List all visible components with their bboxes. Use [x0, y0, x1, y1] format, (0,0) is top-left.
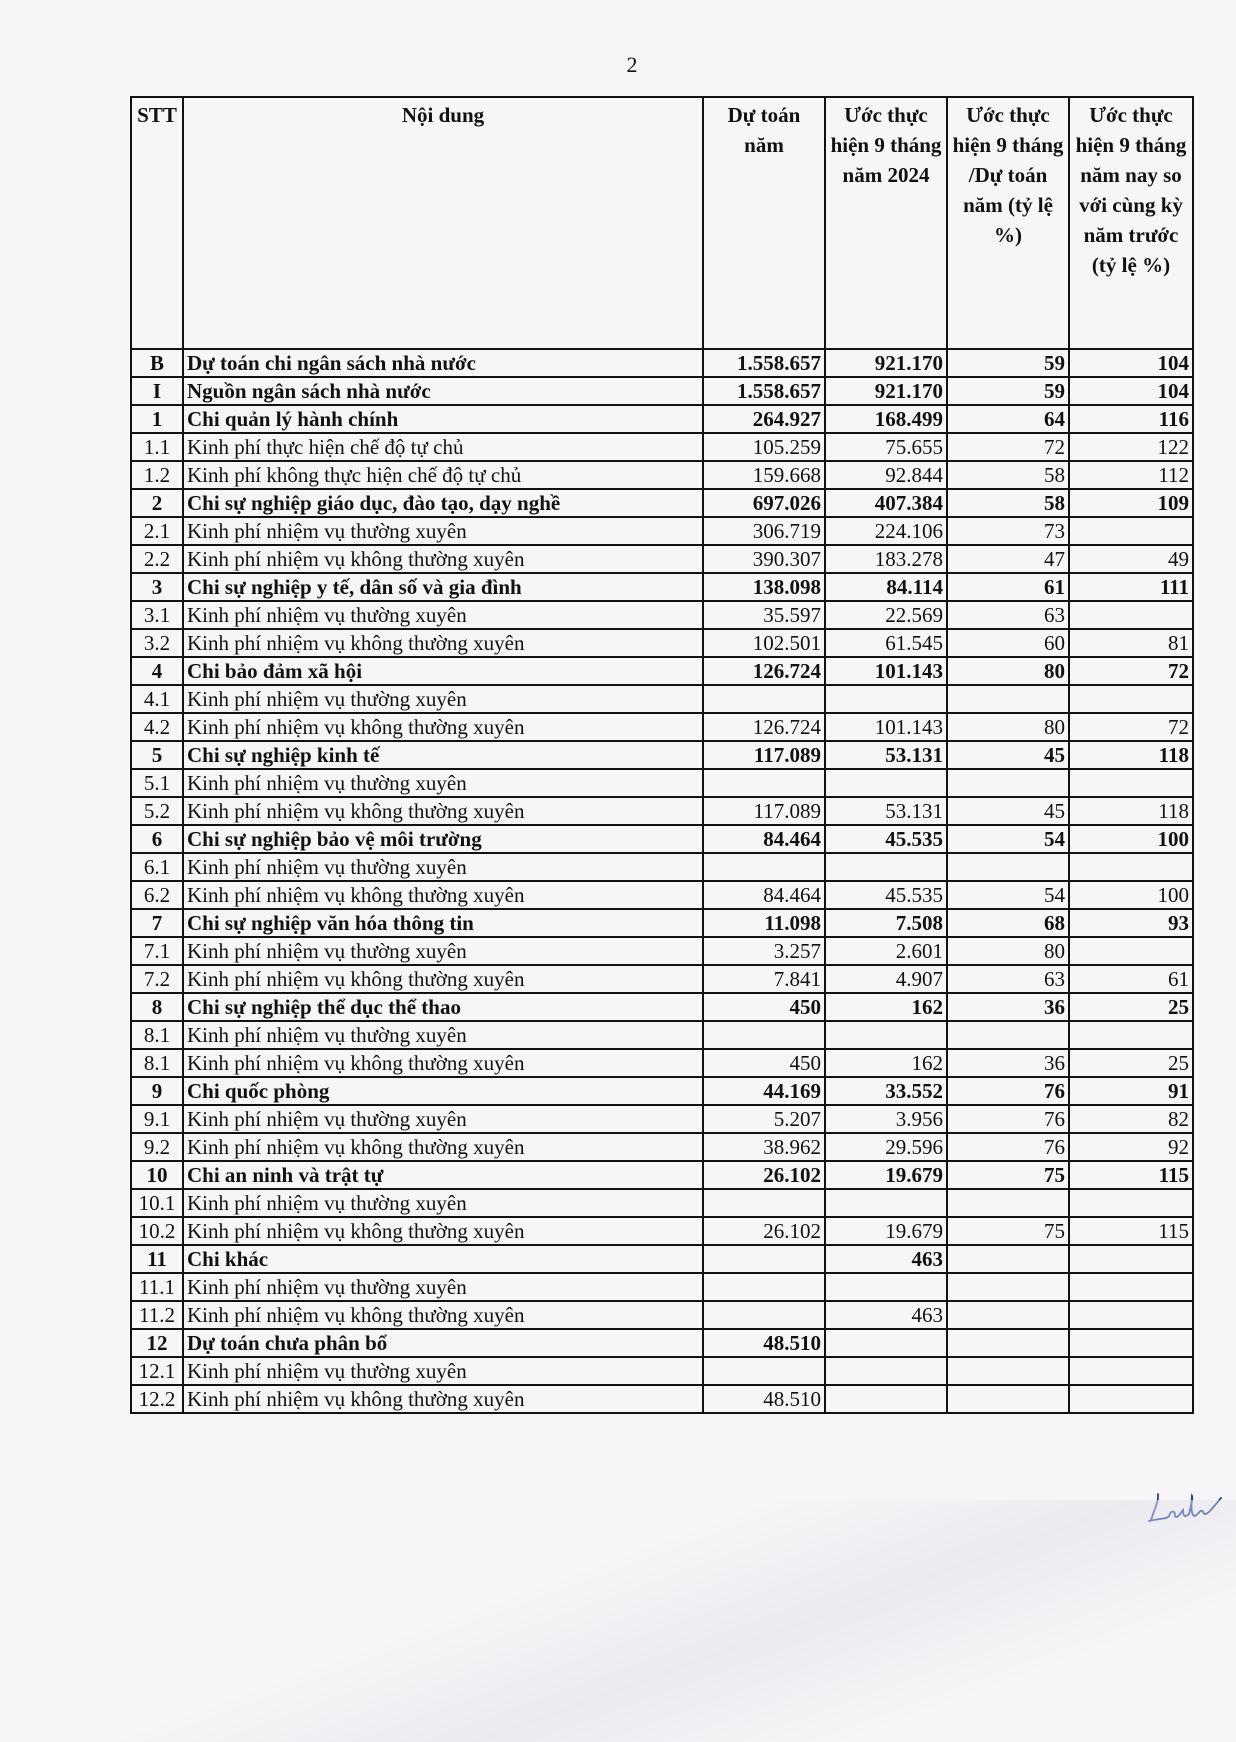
cell-stt: 10.2	[131, 1217, 183, 1245]
cell-ratio-plan: 59	[947, 377, 1069, 405]
cell-plan: 306.719	[703, 517, 825, 545]
header-plan: Dự toán năm	[703, 97, 825, 349]
signature-stroke	[1149, 1494, 1221, 1521]
cell-ratio-plan	[947, 769, 1069, 797]
cell-ratio-plan: 76	[947, 1105, 1069, 1133]
cell-ratio-plan: 54	[947, 881, 1069, 909]
cell-stt: B	[131, 349, 183, 377]
cell-estimate: 4.907	[825, 965, 947, 993]
cell-plan: 105.259	[703, 433, 825, 461]
cell-ratio-yoy: 100	[1069, 881, 1193, 909]
cell-content: Kinh phí nhiệm vụ thường xuyên	[183, 1189, 703, 1217]
cell-content: Chi sự nghiệp bảo vệ môi trường	[183, 825, 703, 853]
cell-content: Kinh phí nhiệm vụ thường xuyên	[183, 853, 703, 881]
cell-estimate: 84.114	[825, 573, 947, 601]
cell-ratio-plan: 45	[947, 741, 1069, 769]
cell-ratio-yoy	[1069, 1301, 1193, 1329]
table-row-group	[131, 909, 1193, 937]
table-row	[131, 713, 1193, 741]
cell-content: Kinh phí nhiệm vụ thường xuyên	[183, 937, 703, 965]
budget-table	[130, 96, 1194, 1414]
cell-ratio-plan: 58	[947, 489, 1069, 517]
cell-ratio-yoy	[1069, 1021, 1193, 1049]
cell-content: Kinh phí nhiệm vụ không thường xuyên	[183, 629, 703, 657]
cell-plan	[703, 853, 825, 881]
table-row	[131, 1273, 1193, 1301]
cell-plan	[703, 1245, 825, 1273]
cell-plan	[703, 769, 825, 797]
cell-stt: 3.2	[131, 629, 183, 657]
cell-content: Chi sự nghiệp y tế, dân số và gia đình	[183, 573, 703, 601]
cell-stt: 9.1	[131, 1105, 183, 1133]
cell-estimate	[825, 769, 947, 797]
cell-estimate: 162	[825, 993, 947, 1021]
cell-stt: 5	[131, 741, 183, 769]
cell-content: Kinh phí nhiệm vụ không thường xuyên	[183, 1217, 703, 1245]
cell-content: Chi an ninh và trật tự	[183, 1161, 703, 1189]
cell-estimate	[825, 853, 947, 881]
cell-plan: 138.098	[703, 573, 825, 601]
cell-ratio-yoy: 81	[1069, 629, 1193, 657]
cell-estimate: 463	[825, 1245, 947, 1273]
cell-plan	[703, 1021, 825, 1049]
cell-estimate: 101.143	[825, 657, 947, 685]
cell-ratio-plan: 61	[947, 573, 1069, 601]
table-row	[131, 629, 1193, 657]
cell-content: Dự toán chi ngân sách nhà nước	[183, 349, 703, 377]
cell-plan	[703, 685, 825, 713]
table-row	[131, 517, 1193, 545]
table-row-group	[131, 1245, 1193, 1273]
cell-estimate	[825, 685, 947, 713]
cell-plan: 7.841	[703, 965, 825, 993]
cell-estimate: 92.844	[825, 461, 947, 489]
cell-plan: 35.597	[703, 601, 825, 629]
table-row	[131, 769, 1193, 797]
cell-content: Kinh phí nhiệm vụ thường xuyên	[183, 601, 703, 629]
table-row	[131, 1105, 1193, 1133]
table-row	[131, 1049, 1193, 1077]
scan-shadow	[0, 1500, 1236, 1742]
cell-content: Kinh phí nhiệm vụ không thường xuyên	[183, 1301, 703, 1329]
cell-stt: 8.1	[131, 1021, 183, 1049]
cell-content: Kinh phí nhiệm vụ không thường xuyên	[183, 1385, 703, 1413]
cell-ratio-yoy: 49	[1069, 545, 1193, 573]
cell-plan	[703, 1189, 825, 1217]
table-row-group	[131, 1329, 1193, 1357]
cell-ratio-yoy: 93	[1069, 909, 1193, 937]
cell-estimate: 19.679	[825, 1217, 947, 1245]
cell-estimate	[825, 1189, 947, 1217]
cell-content: Kinh phí nhiệm vụ không thường xuyên	[183, 1133, 703, 1161]
cell-ratio-yoy: 72	[1069, 713, 1193, 741]
cell-stt: 1	[131, 405, 183, 433]
cell-ratio-yoy	[1069, 1329, 1193, 1357]
cell-stt: 12.1	[131, 1357, 183, 1385]
cell-ratio-plan: 80	[947, 713, 1069, 741]
cell-ratio-plan	[947, 1385, 1069, 1413]
cell-ratio-yoy	[1069, 853, 1193, 881]
cell-content: Kinh phí nhiệm vụ thường xuyên	[183, 1021, 703, 1049]
cell-estimate: 61.545	[825, 629, 947, 657]
cell-content: Chi sự nghiệp văn hóa thông tin	[183, 909, 703, 937]
table-row	[131, 601, 1193, 629]
table-row-group	[131, 657, 1193, 685]
cell-ratio-plan	[947, 1189, 1069, 1217]
cell-estimate	[825, 1021, 947, 1049]
cell-stt: 5.1	[131, 769, 183, 797]
header-ratio-plan: Ước thực hiện 9 tháng /Dự toán năm (tỷ lệ %)	[947, 97, 1069, 349]
cell-ratio-yoy: 118	[1069, 797, 1193, 825]
cell-estimate: 45.535	[825, 825, 947, 853]
cell-ratio-plan: 80	[947, 657, 1069, 685]
cell-ratio-plan	[947, 685, 1069, 713]
cell-ratio-yoy: 112	[1069, 461, 1193, 489]
cell-stt: 2.1	[131, 517, 183, 545]
cell-content: Kinh phí nhiệm vụ không thường xuyên	[183, 713, 703, 741]
cell-content: Kinh phí nhiệm vụ thường xuyên	[183, 769, 703, 797]
cell-stt: 4	[131, 657, 183, 685]
cell-ratio-yoy: 104	[1069, 377, 1193, 405]
table-row-group	[131, 489, 1193, 517]
cell-content: Kinh phí nhiệm vụ thường xuyên	[183, 1105, 703, 1133]
cell-content: Kinh phí không thực hiện chế độ tự chủ	[183, 461, 703, 489]
cell-ratio-plan: 80	[947, 937, 1069, 965]
cell-ratio-plan: 36	[947, 993, 1069, 1021]
cell-plan: 126.724	[703, 713, 825, 741]
cell-content: Chi quản lý hành chính	[183, 405, 703, 433]
cell-ratio-yoy	[1069, 1357, 1193, 1385]
cell-content: Chi sự nghiệp kinh tế	[183, 741, 703, 769]
cell-estimate: 19.679	[825, 1161, 947, 1189]
cell-ratio-yoy: 91	[1069, 1077, 1193, 1105]
table-row	[131, 853, 1193, 881]
cell-ratio-yoy: 116	[1069, 405, 1193, 433]
cell-ratio-yoy: 72	[1069, 657, 1193, 685]
cell-stt: 4.1	[131, 685, 183, 713]
cell-plan: 117.089	[703, 797, 825, 825]
cell-stt: 8.1	[131, 1049, 183, 1077]
cell-content: Kinh phí nhiệm vụ không thường xuyên	[183, 1049, 703, 1077]
cell-estimate: 224.106	[825, 517, 947, 545]
cell-content: Dự toán chưa phân bổ	[183, 1329, 703, 1357]
cell-ratio-plan: 76	[947, 1133, 1069, 1161]
header-estimate: Ước thực hiện 9 tháng năm 2024	[825, 97, 947, 349]
cell-ratio-yoy: 100	[1069, 825, 1193, 853]
cell-ratio-plan	[947, 1245, 1069, 1273]
cell-estimate: 75.655	[825, 433, 947, 461]
cell-ratio-yoy: 25	[1069, 993, 1193, 1021]
table-row-group	[131, 1161, 1193, 1189]
cell-ratio-plan: 63	[947, 601, 1069, 629]
cell-content: Kinh phí nhiệm vụ thường xuyên	[183, 685, 703, 713]
table-row-group	[131, 825, 1193, 853]
cell-ratio-yoy: 104	[1069, 349, 1193, 377]
cell-ratio-plan: 75	[947, 1217, 1069, 1245]
page-number: 2	[626, 52, 638, 77]
cell-ratio-yoy	[1069, 685, 1193, 713]
table-row	[131, 1217, 1193, 1245]
table-row	[131, 1301, 1193, 1329]
table-row-group	[131, 349, 1193, 377]
cell-estimate: 463	[825, 1301, 947, 1329]
table-row	[131, 1133, 1193, 1161]
cell-estimate: 183.278	[825, 545, 947, 573]
cell-ratio-yoy	[1069, 1189, 1193, 1217]
cell-ratio-yoy	[1069, 517, 1193, 545]
table-row	[131, 433, 1193, 461]
cell-ratio-plan	[947, 1021, 1069, 1049]
cell-ratio-plan	[947, 1301, 1069, 1329]
cell-ratio-yoy	[1069, 1385, 1193, 1413]
cell-stt: 12	[131, 1329, 183, 1357]
cell-plan: 450	[703, 993, 825, 1021]
cell-ratio-plan: 58	[947, 461, 1069, 489]
cell-ratio-yoy: 122	[1069, 433, 1193, 461]
table-row	[131, 1021, 1193, 1049]
cell-ratio-plan: 47	[947, 545, 1069, 573]
cell-plan: 48.510	[703, 1329, 825, 1357]
cell-plan: 126.724	[703, 657, 825, 685]
cell-plan: 26.102	[703, 1161, 825, 1189]
cell-plan	[703, 1357, 825, 1385]
cell-ratio-plan	[947, 1357, 1069, 1385]
cell-estimate: 29.596	[825, 1133, 947, 1161]
cell-ratio-yoy: 82	[1069, 1105, 1193, 1133]
table-row-group	[131, 405, 1193, 433]
cell-ratio-plan: 73	[947, 517, 1069, 545]
cell-estimate: 45.535	[825, 881, 947, 909]
cell-stt: 10.1	[131, 1189, 183, 1217]
cell-estimate	[825, 1385, 947, 1413]
cell-ratio-yoy	[1069, 1273, 1193, 1301]
cell-plan: 1.558.657	[703, 349, 825, 377]
cell-plan: 26.102	[703, 1217, 825, 1245]
cell-estimate: 53.131	[825, 741, 947, 769]
cell-estimate: 22.569	[825, 601, 947, 629]
cell-content: Kinh phí nhiệm vụ không thường xuyên	[183, 881, 703, 909]
cell-plan: 159.668	[703, 461, 825, 489]
cell-estimate: 3.956	[825, 1105, 947, 1133]
cell-stt: 7.2	[131, 965, 183, 993]
cell-estimate: 2.601	[825, 937, 947, 965]
cell-stt: 11.2	[131, 1301, 183, 1329]
cell-plan: 48.510	[703, 1385, 825, 1413]
cell-estimate: 7.508	[825, 909, 947, 937]
cell-stt: 8	[131, 993, 183, 1021]
cell-ratio-plan: 63	[947, 965, 1069, 993]
cell-ratio-plan: 36	[947, 1049, 1069, 1077]
cell-content: Kinh phí nhiệm vụ thường xuyên	[183, 517, 703, 545]
cell-ratio-plan: 59	[947, 349, 1069, 377]
cell-stt: 3.1	[131, 601, 183, 629]
cell-estimate: 168.499	[825, 405, 947, 433]
cell-content: Kinh phí nhiệm vụ không thường xuyên	[183, 965, 703, 993]
cell-plan: 390.307	[703, 545, 825, 573]
cell-estimate: 162	[825, 1049, 947, 1077]
cell-ratio-yoy: 111	[1069, 573, 1193, 601]
cell-content: Kinh phí nhiệm vụ không thường xuyên	[183, 545, 703, 573]
cell-content: Kinh phí nhiệm vụ thường xuyên	[183, 1357, 703, 1385]
cell-ratio-yoy: 109	[1069, 489, 1193, 517]
cell-content: Chi bảo đảm xã hội	[183, 657, 703, 685]
header-ratio-yoy: Ước thực hiện 9 tháng năm nay so với cùng kỳ năm trước (tỷ lệ %)	[1069, 97, 1193, 349]
table-row-group	[131, 993, 1193, 1021]
cell-ratio-yoy: 115	[1069, 1161, 1193, 1189]
cell-ratio-plan	[947, 1273, 1069, 1301]
cell-stt: 10	[131, 1161, 183, 1189]
cell-stt: 6	[131, 825, 183, 853]
cell-plan: 84.464	[703, 825, 825, 853]
table-row	[131, 1357, 1193, 1385]
cell-plan	[703, 1301, 825, 1329]
cell-plan: 44.169	[703, 1077, 825, 1105]
cell-stt: 12.2	[131, 1385, 183, 1413]
cell-ratio-plan: 60	[947, 629, 1069, 657]
cell-content: Chi quốc phòng	[183, 1077, 703, 1105]
table-row-group	[131, 1077, 1193, 1105]
cell-stt: 4.2	[131, 713, 183, 741]
cell-ratio-yoy	[1069, 601, 1193, 629]
cell-stt: 11.1	[131, 1273, 183, 1301]
cell-estimate: 53.131	[825, 797, 947, 825]
signature-icon	[1145, 1488, 1225, 1528]
table-row	[131, 965, 1193, 993]
table-row	[131, 685, 1193, 713]
cell-plan: 38.962	[703, 1133, 825, 1161]
cell-ratio-plan	[947, 853, 1069, 881]
cell-content: Chi sự nghiệp giáo dục, đào tạo, dạy nghề	[183, 489, 703, 517]
cell-stt: 1.2	[131, 461, 183, 489]
cell-ratio-plan: 64	[947, 405, 1069, 433]
table-row-group	[131, 377, 1193, 405]
cell-estimate: 407.384	[825, 489, 947, 517]
cell-content: Chi khác	[183, 1245, 703, 1273]
cell-stt: 5.2	[131, 797, 183, 825]
cell-stt: 9	[131, 1077, 183, 1105]
table-header-row	[131, 97, 1193, 349]
table-row-group	[131, 573, 1193, 601]
table-row	[131, 1189, 1193, 1217]
header-content: Nội dung	[183, 97, 703, 349]
cell-ratio-yoy: 25	[1069, 1049, 1193, 1077]
cell-ratio-yoy	[1069, 769, 1193, 797]
cell-stt: 11	[131, 1245, 183, 1273]
cell-plan: 697.026	[703, 489, 825, 517]
cell-stt: 2	[131, 489, 183, 517]
cell-stt: 3	[131, 573, 183, 601]
cell-stt: 7	[131, 909, 183, 937]
cell-stt: 9.2	[131, 1133, 183, 1161]
table-row	[131, 937, 1193, 965]
cell-ratio-yoy: 115	[1069, 1217, 1193, 1245]
cell-plan: 3.257	[703, 937, 825, 965]
cell-plan: 117.089	[703, 741, 825, 769]
table-row	[131, 545, 1193, 573]
cell-ratio-plan: 68	[947, 909, 1069, 937]
cell-stt: 6.1	[131, 853, 183, 881]
cell-ratio-yoy: 61	[1069, 965, 1193, 993]
cell-stt: 7.1	[131, 937, 183, 965]
cell-ratio-yoy: 118	[1069, 741, 1193, 769]
cell-content: Kinh phí nhiệm vụ thường xuyên	[183, 1273, 703, 1301]
cell-ratio-yoy	[1069, 1245, 1193, 1273]
cell-content: Chi sự nghiệp thể dục thể thao	[183, 993, 703, 1021]
cell-stt: 6.2	[131, 881, 183, 909]
cell-plan: 11.098	[703, 909, 825, 937]
cell-content: Kinh phí nhiệm vụ không thường xuyên	[183, 797, 703, 825]
cell-estimate	[825, 1357, 947, 1385]
cell-estimate: 101.143	[825, 713, 947, 741]
cell-plan: 1.558.657	[703, 377, 825, 405]
cell-ratio-yoy	[1069, 937, 1193, 965]
table-row	[131, 797, 1193, 825]
cell-estimate: 921.170	[825, 377, 947, 405]
table-row-group	[131, 741, 1193, 769]
table-row	[131, 881, 1193, 909]
cell-plan: 264.927	[703, 405, 825, 433]
cell-estimate: 921.170	[825, 349, 947, 377]
cell-ratio-plan: 75	[947, 1161, 1069, 1189]
cell-ratio-plan: 54	[947, 825, 1069, 853]
cell-stt: I	[131, 377, 183, 405]
cell-content: Kinh phí thực hiện chế độ tự chủ	[183, 433, 703, 461]
cell-plan	[703, 1273, 825, 1301]
table-body	[131, 349, 1193, 1413]
cell-ratio-plan: 76	[947, 1077, 1069, 1105]
cell-plan: 84.464	[703, 881, 825, 909]
cell-plan: 450	[703, 1049, 825, 1077]
cell-estimate: 33.552	[825, 1077, 947, 1105]
cell-plan: 102.501	[703, 629, 825, 657]
cell-ratio-plan	[947, 1329, 1069, 1357]
cell-content: Nguồn ngân sách nhà nước	[183, 377, 703, 405]
table-row	[131, 461, 1193, 489]
header-stt: STT	[131, 97, 183, 349]
cell-plan: 5.207	[703, 1105, 825, 1133]
cell-ratio-yoy: 92	[1069, 1133, 1193, 1161]
cell-ratio-plan: 72	[947, 433, 1069, 461]
cell-stt: 2.2	[131, 545, 183, 573]
cell-ratio-plan: 45	[947, 797, 1069, 825]
cell-estimate	[825, 1273, 947, 1301]
cell-estimate	[825, 1329, 947, 1357]
table-row	[131, 1385, 1193, 1413]
cell-stt: 1.1	[131, 433, 183, 461]
